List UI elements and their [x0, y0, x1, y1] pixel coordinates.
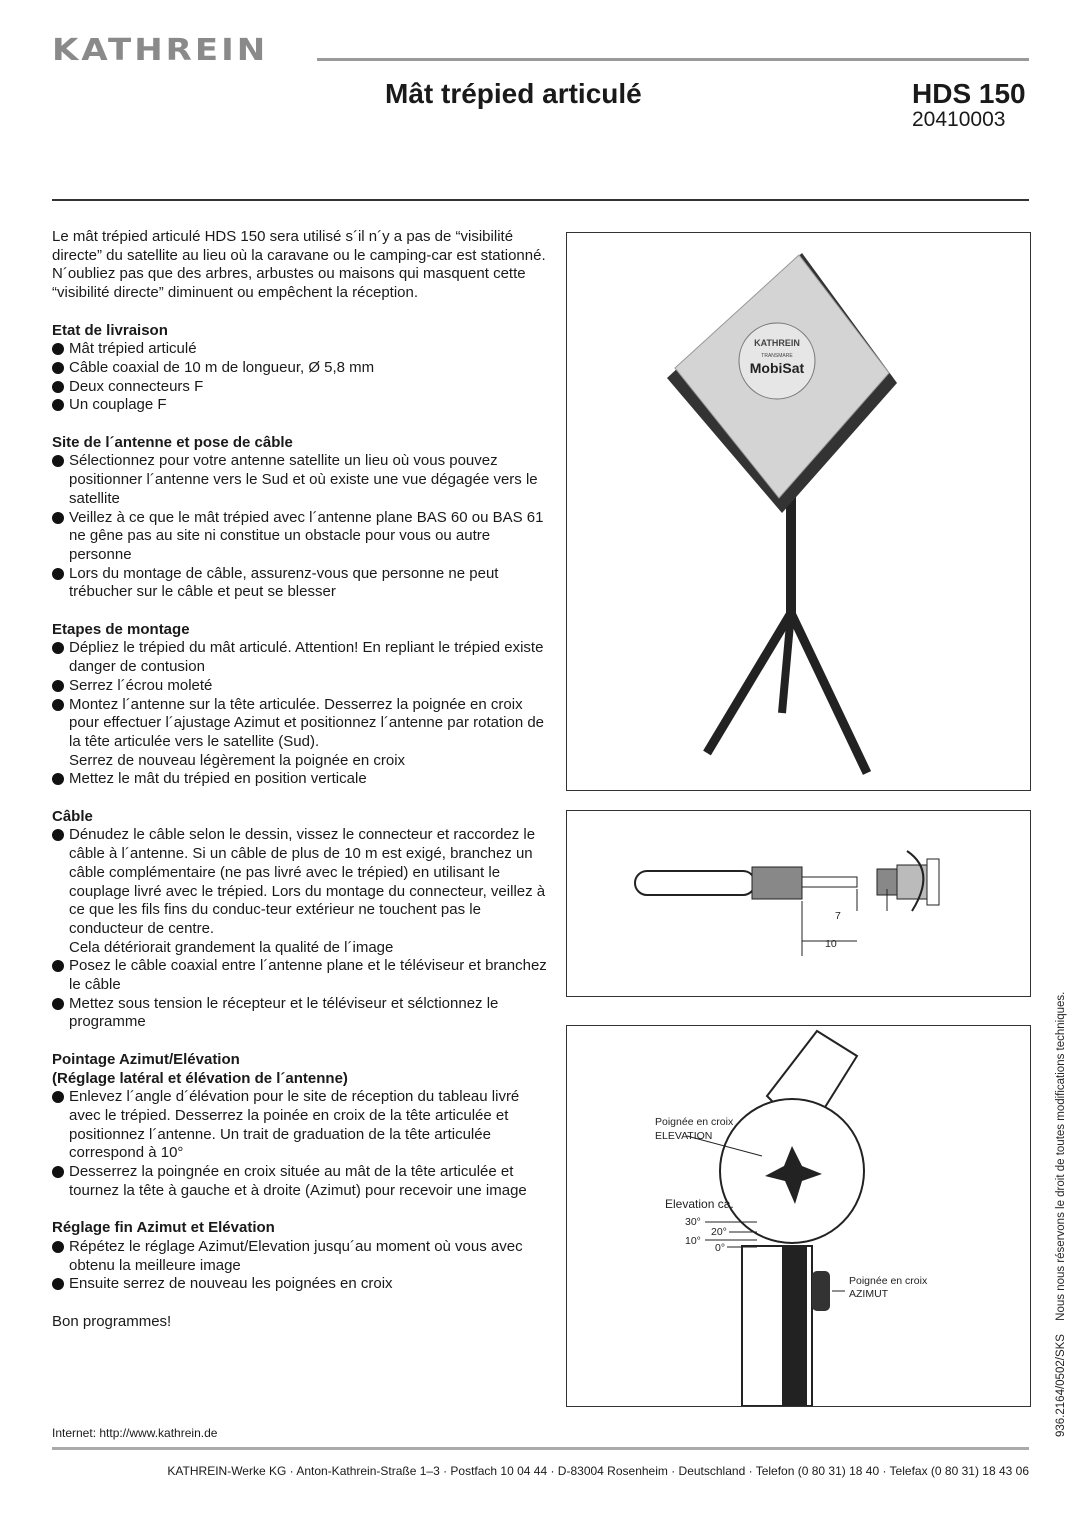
deg-30: 30° [685, 1216, 701, 1228]
antenna-figure [566, 232, 1031, 791]
section-heading: Réglage fin Azimut et Elévation [52, 1219, 275, 1237]
section-list [52, 452, 547, 602]
list-item: Deux connecteurs F [52, 378, 547, 397]
list-item: Mât trépied articulé [52, 340, 547, 359]
flat-antenna [667, 253, 897, 513]
article-number: 20410003 [912, 108, 1006, 131]
section-list [52, 340, 547, 415]
list-item: Enlevez l´angle d´élévation pour le site de réception du tableau livré avec le trépied. Desserrez la poinée en croix de la tête articulée et positionnez l´antenne. Un trait de graduation de la tête articulée correspond à 10° [52, 1088, 547, 1163]
elevation-handle-label: Poignée en croix [655, 1116, 734, 1128]
model-name: HDS 150 [912, 78, 1026, 109]
section-heading: Site de l´antenne et pose de câble [52, 433, 293, 451]
list-item: Serrez l´écrou moleté [52, 677, 547, 696]
intro-paragraph: Le mât trépied articulé HDS 150 sera utilisé s´il n´y a pas de “visibilité directe” du satellite au lieu où la caravane ou le camping-car est stationné. N´oubliez pas que des arbres, arbustes ou maisons qui masquent cette “visibilité directe” diminuent ou empêchent la réception. [52, 228, 546, 302]
articulated-head-figure [566, 1025, 1031, 1407]
list-item: Mettez le mât du trépied en position verticale [52, 770, 547, 789]
list-item: Lors du montage de câble, assurenz-vous que personne ne peut trébucher sur le câble et peut se blesser [52, 565, 547, 602]
footer-rule [52, 1447, 1029, 1450]
deg-20: 20° [711, 1226, 727, 1238]
section-list [52, 639, 547, 789]
list-item: Dénudez le câble selon le dessin, vissez le connecteur et raccordez le câble à l´antenne. Si un câble de plus de 10 m est exigé, branchez un câble complémentaire (ne pas livré avec le trépied) en utilisant le couplage livré avec le trépied. Lors du montage du connecteur, veillez à ce que les fils fins du conduc-teur extérieur ne touchent pas le conducteur de centre. [52, 826, 547, 938]
kathrein-logo: KATHREIN [52, 32, 269, 68]
list-item: Mettez sous tension le récepteur et le téléviseur et sélctionnez le programme [52, 995, 547, 1032]
list-item: Montez l´antenne sur la tête articulée. Desserrez la poignée en croix pour effectuer l´ajustage Azimut et positionnez l´antenne par rotation de la tête articulée vers le satellite (Sud). [52, 696, 547, 752]
rights-notice: Nous nous réservons le droit de toutes modifications techniques. [1055, 991, 1067, 1321]
body-text [52, 228, 547, 1350]
cable-figure [566, 810, 1031, 997]
list-item: Serrez de nouveau légèrement la poignée en croix [69, 751, 406, 769]
page-title: Mât trépied articulé [385, 78, 642, 109]
section-heading: Etat de livraison [52, 321, 168, 339]
list-item: Ensuite serrez de nouveau les poignées en croix [52, 1275, 547, 1294]
deg-10: 10° [685, 1235, 701, 1247]
list-item: Veillez à ce que le mât trépied avec l´antenne plane BAS 60 ou BAS 61 ne gêne pas au site ni constitue un obstacle pour vous ou autre personne [52, 509, 547, 565]
list-item: Répétez le réglage Azimut/Elevation jusqu´au moment où vous avec obtenu la meilleure image [52, 1238, 547, 1275]
section-list [52, 1088, 547, 1200]
list-item: Un couplage F [52, 396, 547, 415]
list-item: Cela détériorait grandement la qualité de l´image [69, 938, 394, 956]
internet-link[interactable]: Internet: http://www.kathrein.de [52, 1426, 218, 1440]
antenna-product-text: MobiSat [749, 360, 805, 376]
section-heading: Etapes de montage [52, 620, 190, 638]
document-code: 936.2164/0502/SKS [1055, 1334, 1067, 1437]
dimension-7: 7 [835, 910, 841, 922]
section-heading: Pointage Azimut/Elévation [52, 1050, 240, 1068]
list-item: Posez le câble coaxial entre l´antenne plane et le téléviseur et branchez le câble [52, 957, 547, 994]
section-list [52, 1238, 547, 1294]
antenna-transmare-text: TRANSMARE [761, 353, 793, 359]
dimension-10: 10 [825, 938, 837, 950]
section-subheading: (Réglage latéral et élévation de l´antenne) [52, 1069, 348, 1087]
section-heading: Câble [52, 807, 93, 825]
list-item: Sélectionnez pour votre antenne satellite un lieu où vous pouvez positionner l´antenne vers le Sud et où existe une vue dégagée vers le satellite [52, 452, 547, 508]
elevation-handle-label-2: ELEVATION [655, 1130, 713, 1142]
deg-0: 0° [715, 1242, 726, 1254]
azimuth-handle-label: Poignée en croix [849, 1275, 928, 1287]
tripod-illustration [707, 473, 867, 773]
divider [52, 199, 1029, 201]
list-item: Desserrez la poingnée en croix située au mât de la tête articulée et tournez la tête à gauche et à droite (Azimut) pour recevoir une image [52, 1163, 547, 1200]
list-item: Dépliez le trépied du mât articulé. Attention! En repliant le trépied existe danger de contusion [52, 639, 547, 676]
elevation-title: Elevation ca. [665, 1197, 734, 1211]
side-note [1055, 982, 1067, 1437]
section-list [52, 826, 547, 1032]
header-rule [317, 58, 1029, 61]
azimuth-handle-label-2: AZIMUT [849, 1288, 889, 1300]
list-item: Câble coaxial de 10 m de longueur, Ø 5,8 mm [52, 359, 547, 378]
closing-text: Bon programmes! [52, 1312, 172, 1330]
company-footer: KATHREIN-Werke KG · Anton-Kathrein-Straße 1–3 · Postfach 10 04 44 · D-83004 Rosenheim · Deutschland · Telefon (0 80 31) 18 40 · Telefax (0 80 31) 18 43 06 [167, 1464, 1029, 1478]
antenna-brand-text: KATHREIN [754, 338, 800, 348]
